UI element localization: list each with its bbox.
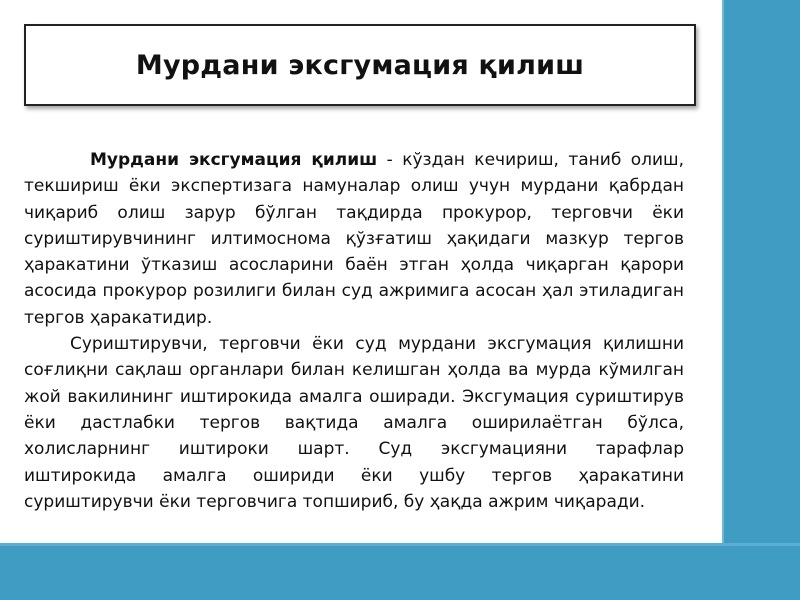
right-accent-bar [722, 0, 800, 600]
bottom-accent-bar [0, 543, 800, 600]
paragraph-1-text: - кўздан кечириш, таниб олиш, текшириш ёки экспертизага намуналар олиш учун мурдани қабрдан чиқариб олиш зарур бўлган тақдирда прокурор, терговчи ёки суриштирувчининг илтимосномa қўзғатиш ҳақидаги мазкур тергов ҳаракатини ўтказиш асосларини баён этган ҳолда чиқарган қарори асосида прокурор розилиги билан суд ажримига асосан ҳал этиладиган тергов ҳаракатидир. [24, 150, 685, 328]
paragraph-2 [24, 331, 684, 515]
title-box [24, 24, 696, 106]
slide-body [24, 147, 684, 515]
slide-title: Мурдани эксгумация қилиш [135, 49, 585, 81]
paragraph-2-text: Суриштирувчи, терговчи ёки суд мурдани эксгумация қилишни соғлиқни сақлаш органлари билан келишган ҳолда ва мурда кўмилган жой вакилининг иштирокида амалга оширади. Эксгумация суриштирув ёки дастлабки тергов вақтида амалга оширилаётган бўлса, холисларнинг иштироки шарт. Суд эксгумацияни тарафлар иштирокида амалга ошириди ёки ушбу тергов ҳаракатини суриштирувчи ёки терговчига топшириб, бу ҳақда ажрим чиқаради. [24, 334, 684, 512]
paragraph-1-lead: Мурдани эксгумация қилиш [90, 150, 378, 170]
paragraph-1 [24, 147, 684, 331]
